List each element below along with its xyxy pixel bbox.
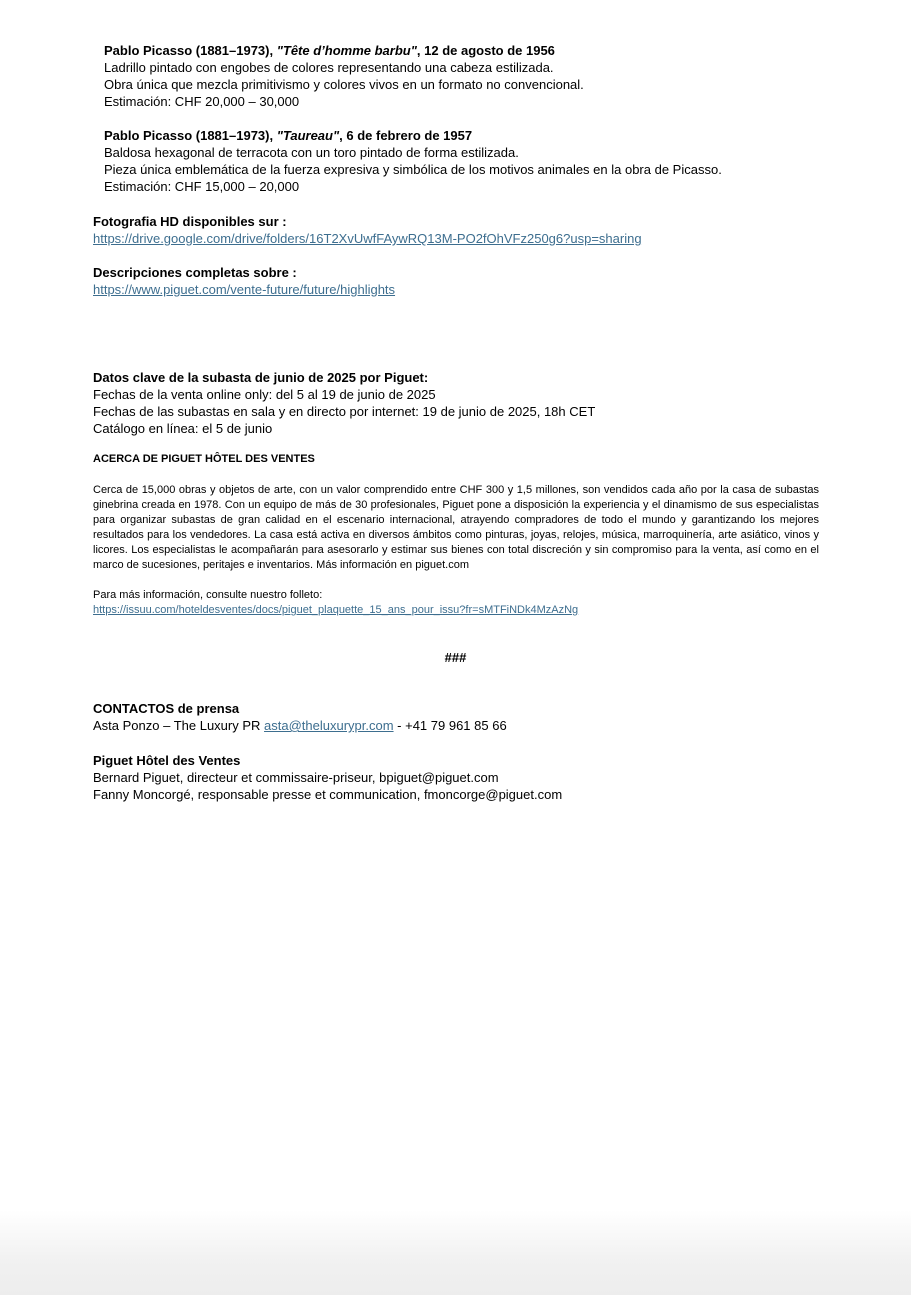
about-body: Cerca de 15,000 obras y objetos de arte, con un valor comprendido entre CHF 300 y 1,5 millones, son vendidos cada año por la casa de subastas ginebrina creada en 1978. Con un equipo de más de 30 profesionales, Piguet pone a disposición la experiencia y el dinamismo de sus especialistas para organizar subastas de gran calidad en el escenario internacional, atrayendo compradores de todo el mundo y garantizando los mejores resultados para los vendedores. La casa está activa en diversos ámbitos como pinturas, joyas, relojes, música, marroquinería, arte asiático, vinos y licores. Los especialistas le acompañarán para asesorarlo y estimar sus bienes con total discreción y sin compromiso para la venta, así como en el marco de sucesiones, peritajes e inventarios. Más información en piguet.com — [93, 484, 819, 571]
key-data-line-3: Catálogo en línea: el 5 de junio — [93, 421, 273, 436]
about-section — [93, 452, 819, 467]
artwork-1-desc2: Obra única que mezcla primitivismo y colores vivos en un formato no convencional. — [104, 77, 584, 92]
brochure-text: Para más información, consulte nuestro folleto: — [93, 589, 323, 601]
press-email-link[interactable]: asta@theluxurypr.com — [264, 718, 394, 733]
artwork-1-heading — [104, 42, 830, 59]
artwork-2 — [104, 127, 830, 195]
artwork-1-date: , 12 de agosto de 1956 — [416, 43, 555, 58]
press-heading: CONTACTOS de prensa — [93, 701, 240, 716]
artwork-1 — [104, 42, 830, 110]
key-data-line-1: Fechas de la venta online only: del 5 al 19 de junio de 2025 — [93, 387, 436, 402]
bottom-shadow — [0, 1210, 911, 1295]
artwork-2-desc1: Baldosa hexagonal de terracota con un toro pintado de forma estilizada. — [104, 145, 519, 160]
brochure-block — [93, 588, 819, 618]
descriptions-heading: Descripciones completas sobre : — [93, 265, 297, 280]
descriptions-section — [93, 264, 819, 298]
piguet-line-1: Bernard Piguet, directeur et commissaire-priseur, bpiguet@piguet.com — [93, 770, 499, 785]
piguet-line-2: Fanny Moncorgé, responsable presse et communication, fmoncorge@piguet.com — [93, 787, 563, 802]
artwork-1-desc1: Ladrillo pintado con engobes de colores representando una cabeza estilizada. — [104, 60, 554, 75]
press-contact-prefix: Asta Ponzo – The Luxury PR — [93, 718, 265, 733]
artwork-1-artist: Pablo Picasso (1881–1973), — [104, 43, 277, 58]
about-body-block — [93, 483, 819, 573]
press-contact-suffix: - +41 79 961 85 66 — [393, 718, 507, 733]
separator — [0, 649, 911, 666]
key-data-section — [93, 369, 819, 437]
artwork-2-title: "Taureau" — [276, 128, 340, 143]
artwork-2-date: , 6 de febrero de 1957 — [339, 128, 473, 143]
separator-text: ### — [444, 650, 467, 665]
press-section — [93, 700, 819, 734]
artwork-2-estimate: Estimación: CHF 15,000 – 20,000 — [104, 179, 300, 194]
photos-heading: Fotografia HD disponibles sur : — [93, 214, 287, 229]
artwork-2-heading — [104, 127, 830, 144]
descriptions-link[interactable]: https://www.piguet.com/vente-future/future/highlights — [93, 282, 396, 297]
artwork-1-estimate: Estimación: CHF 20,000 – 30,000 — [104, 94, 300, 109]
artwork-1-title: "Tête d’homme barbu" — [276, 43, 417, 58]
photos-section — [93, 213, 819, 247]
artwork-2-desc2: Pieza única emblemática de la fuerza expresiva y simbólica de los motivos animales en la obra de Picasso. — [104, 162, 722, 177]
key-data-heading: Datos clave de la subasta de junio de 2025 por Piguet: — [93, 370, 429, 385]
artwork-2-artist: Pablo Picasso (1881–1973), — [104, 128, 277, 143]
press-contact — [93, 717, 819, 734]
brochure-link[interactable]: https://issuu.com/hoteldesventes/docs/piguet_plaquette_15_ans_pour_issu?fr=sMTFiNDk4MzAzNg — [93, 604, 579, 616]
piguet-heading: Piguet Hôtel des Ventes — [93, 753, 241, 768]
photos-link[interactable]: https://drive.google.com/drive/folders/16T2XvUwfFAywRQ13M-PO2fOhVFz250g6?usp=sharing — [93, 231, 642, 246]
key-data-line-2: Fechas de las subastas en sala y en directo por internet: 19 de junio de 2025, 18h CET — [93, 404, 596, 419]
about-heading: ACERCA DE PIGUET HÔTEL DES VENTES — [93, 453, 315, 465]
piguet-section — [93, 752, 819, 803]
